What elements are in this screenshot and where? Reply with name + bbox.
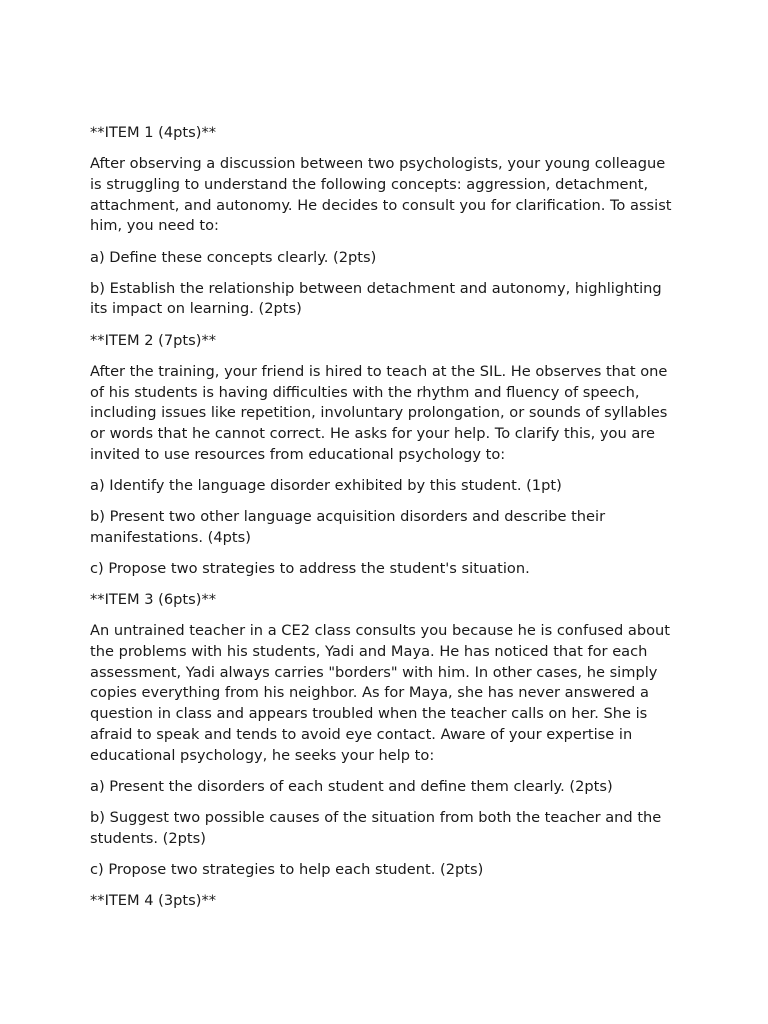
- item-3-question-a: a) Present the disorders of each student and define them clearly. (2pts): [90, 777, 613, 795]
- item-2-question-b: b) Present two other language acquisition disorders and describe their manifestations. (4pts): [90, 508, 606, 546]
- item-1-question-b: b) Establish the relationship between detachment and autonomy, highlighting its impact on learning. (2pts): [90, 279, 662, 318]
- item-3-question-b: b) Suggest two possible causes of the situation from both the teacher and the students. (2pts): [90, 808, 662, 847]
- item-3-heading: **ITEM 3 (6pts)**: [90, 591, 217, 609]
- item-2-scenario: After the training, your friend is hired to teach at the SIL. He observes that one of his students is having difficulties with the rhythm and fluency of speech, including issues like repetition, involuntary prolongation, or sounds of syllables or words that he cannot correct. He asks for your help. To clarify this, you are invited to use resources from educational psychology to:: [90, 362, 668, 463]
- item-3-scenario: An untrained teacher in a CE2 class consults you because he is confused about the problems with his students, Yadi and Maya. He has noticed that for each assessment, Yadi always carries "borders" with him. In other cases, he simply copies everything from his neighbor. As for Maya, she has never answered a question in class and appears troubled when the teacher calls on her. She is afraid to speak and tends to avoid eye contact. Aware of your expertise in educational psychology, he seeks your help to:: [90, 622, 671, 764]
- item-4-heading: **ITEM 4 (3pts)**: [90, 892, 217, 910]
- item-2-heading: **ITEM 2 (7pts)**: [90, 331, 217, 349]
- item-1-question-a: a) Define these concepts clearly. (2pts): [90, 248, 377, 266]
- document-page: [90, 123, 680, 922]
- item-1-heading: **ITEM 1 (4pts)**: [90, 124, 217, 141]
- item-3-question-c: c) Propose two strategies to help each student. (2pts): [90, 860, 484, 878]
- item-2-question-a: a) Identify the language disorder exhibited by this student. (1pt): [90, 476, 562, 494]
- item-2-question-c: c) Propose two strategies to address the student's situation.: [90, 559, 530, 577]
- item-1-scenario: After observing a discussion between two psychologists, your young colleague is struggling to understand the following concepts: aggression, detachment, attachment, and autonomy. He decides to consult you for clarification. To assist him, you need to:: [90, 155, 672, 235]
